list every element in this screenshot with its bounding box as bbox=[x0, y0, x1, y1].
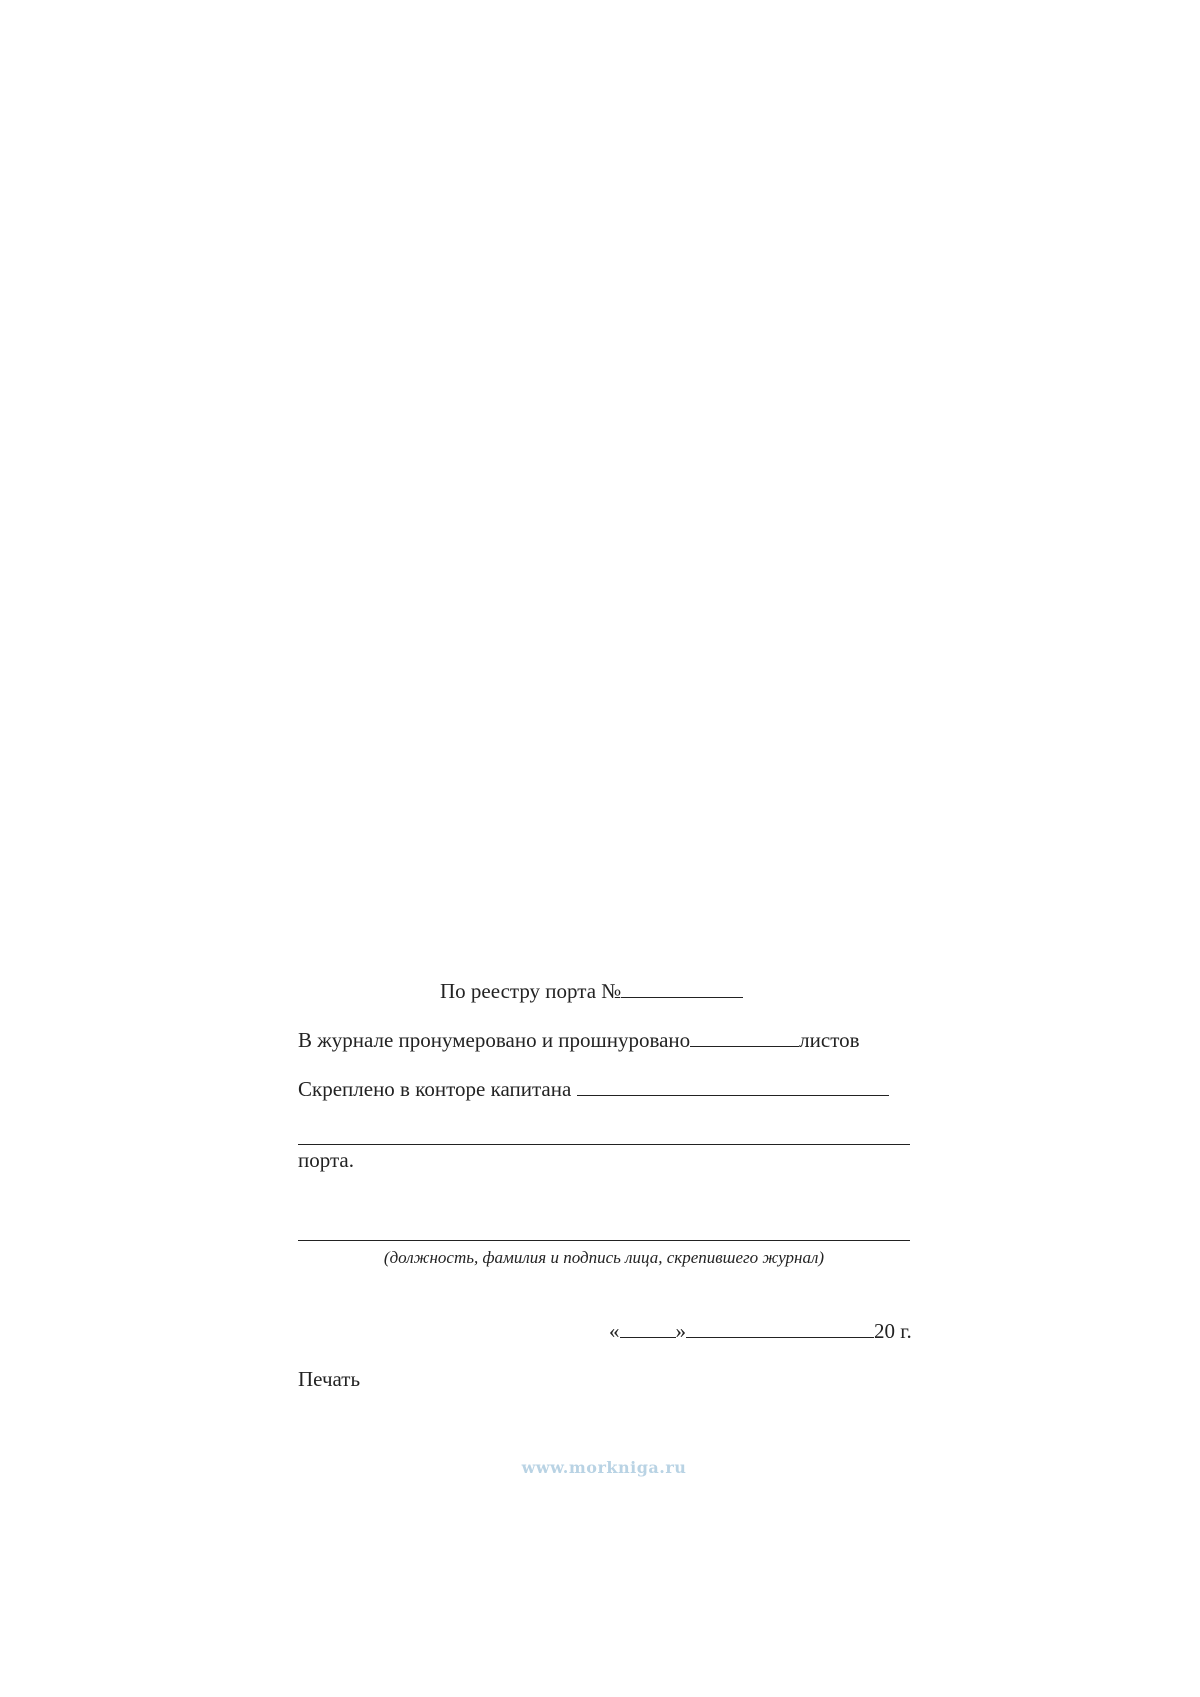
registry-label: По реестру порта № bbox=[440, 979, 622, 1003]
date-month-field[interactable] bbox=[686, 1317, 874, 1338]
fastened-label: Скреплено в конторе капитана bbox=[298, 1077, 572, 1101]
signature-field[interactable] bbox=[298, 1240, 910, 1241]
fastened-line bbox=[298, 1075, 889, 1102]
pages-count-prefix: В журнале пронумеровано и прошнуровано bbox=[298, 1028, 691, 1052]
date-open-quote: « bbox=[609, 1319, 620, 1343]
port-word: порта. bbox=[298, 1148, 354, 1172]
port-word-line bbox=[298, 1147, 354, 1173]
date-close-quote: » bbox=[675, 1319, 686, 1343]
pages-count-field[interactable] bbox=[690, 1026, 799, 1047]
registry-number-line bbox=[440, 977, 743, 1004]
watermark-text: www.morkniga.ru bbox=[521, 1458, 687, 1477]
date-day-field[interactable] bbox=[620, 1317, 676, 1338]
pages-count-suffix: листов bbox=[799, 1028, 860, 1052]
date-year-suffix: 20 г. bbox=[874, 1319, 912, 1343]
captain-office-field[interactable] bbox=[577, 1075, 889, 1096]
port-name-continuation-field[interactable] bbox=[298, 1144, 910, 1145]
pages-count-line bbox=[298, 1026, 860, 1053]
stamp-label: Печать bbox=[298, 1367, 361, 1391]
signature-caption: (должность, фамилия и подпись лица, скрепившего журнал) bbox=[383, 1248, 825, 1267]
stamp-label-line bbox=[298, 1366, 360, 1392]
date-line bbox=[609, 1317, 912, 1344]
registry-number-field[interactable] bbox=[621, 977, 743, 998]
